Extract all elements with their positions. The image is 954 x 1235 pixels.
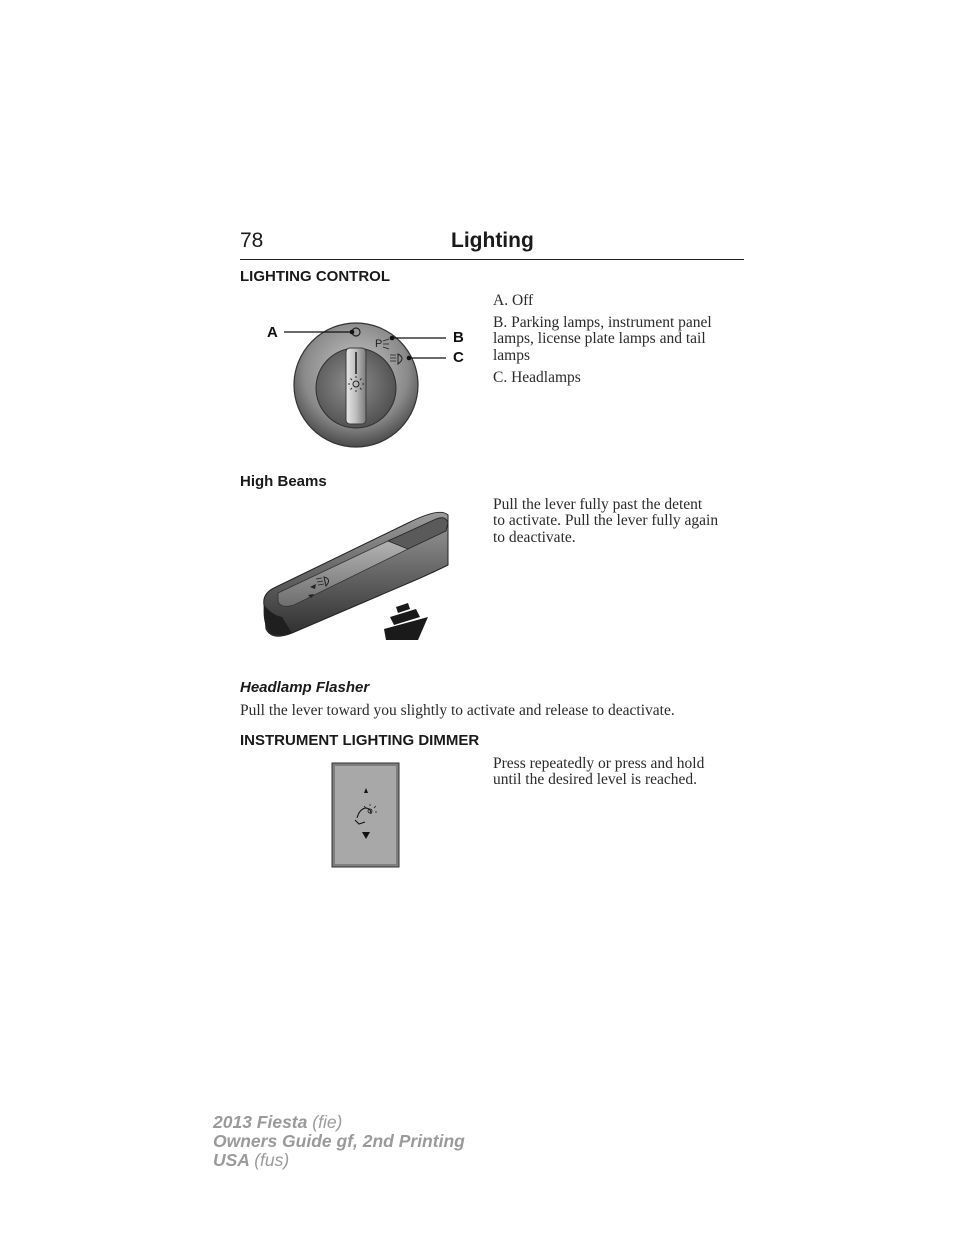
headlamp-flasher-text: Pull the lever toward you slightly to activate and release to deactivate.: [240, 702, 675, 719]
dimmer-switch-illustration: [331, 762, 401, 870]
footer-region-code: (fus): [254, 1150, 290, 1170]
lighting-control-item-a: A. Off: [493, 292, 534, 309]
dimmer-switch-figure: [331, 762, 401, 870]
svg-text:P: P: [375, 338, 383, 350]
dimmer-text-line1: Press repeatedly or press and hold: [493, 755, 705, 772]
headlamp-switch-illustration: [262, 318, 472, 453]
dimmer-heading: INSTRUMENT LIGHTING DIMMER: [240, 732, 480, 749]
footer-region-line: [213, 1151, 289, 1170]
header-rule: [240, 259, 744, 260]
lighting-control-item-b-line3: lamps: [493, 347, 531, 364]
footer-model: 2013 Fiesta: [213, 1112, 308, 1132]
page-number: 78: [240, 229, 264, 252]
figure-label-a: A: [267, 324, 278, 341]
high-beams-heading: High Beams: [240, 473, 327, 490]
footer-guide: Owners Guide gf, 2nd Printing: [213, 1131, 465, 1151]
headlamp-flasher-heading: Headlamp Flasher: [240, 679, 370, 696]
chapter-title: Lighting: [451, 229, 534, 252]
lighting-control-item-b-line2: lamps, license plate lamps and tail: [493, 330, 706, 347]
figure-label-b: B: [453, 329, 464, 346]
footer-model-code: (fie): [312, 1112, 343, 1132]
high-beams-text-line3: to deactivate.: [493, 529, 576, 546]
turn-signal-lever-figure: [258, 505, 453, 645]
lighting-control-heading: LIGHTING CONTROL: [240, 268, 390, 285]
footer-model-line: [213, 1113, 342, 1132]
footer-region: USA: [213, 1150, 250, 1170]
dimmer-text-line2: until the desired level is reached.: [493, 771, 698, 788]
high-beams-text-line1: Pull the lever fully past the detent: [493, 496, 703, 513]
lighting-control-item-b-line1: B. Parking lamps, instrument panel: [493, 314, 712, 331]
figure-label-c: C: [453, 349, 464, 366]
lighting-control-item-c: C. Headlamps: [493, 369, 581, 386]
high-beams-text-line2: to activate. Pull the lever fully again: [493, 512, 719, 529]
headlamp-switch-figure: [262, 318, 472, 453]
lever-illustration: [258, 505, 453, 645]
